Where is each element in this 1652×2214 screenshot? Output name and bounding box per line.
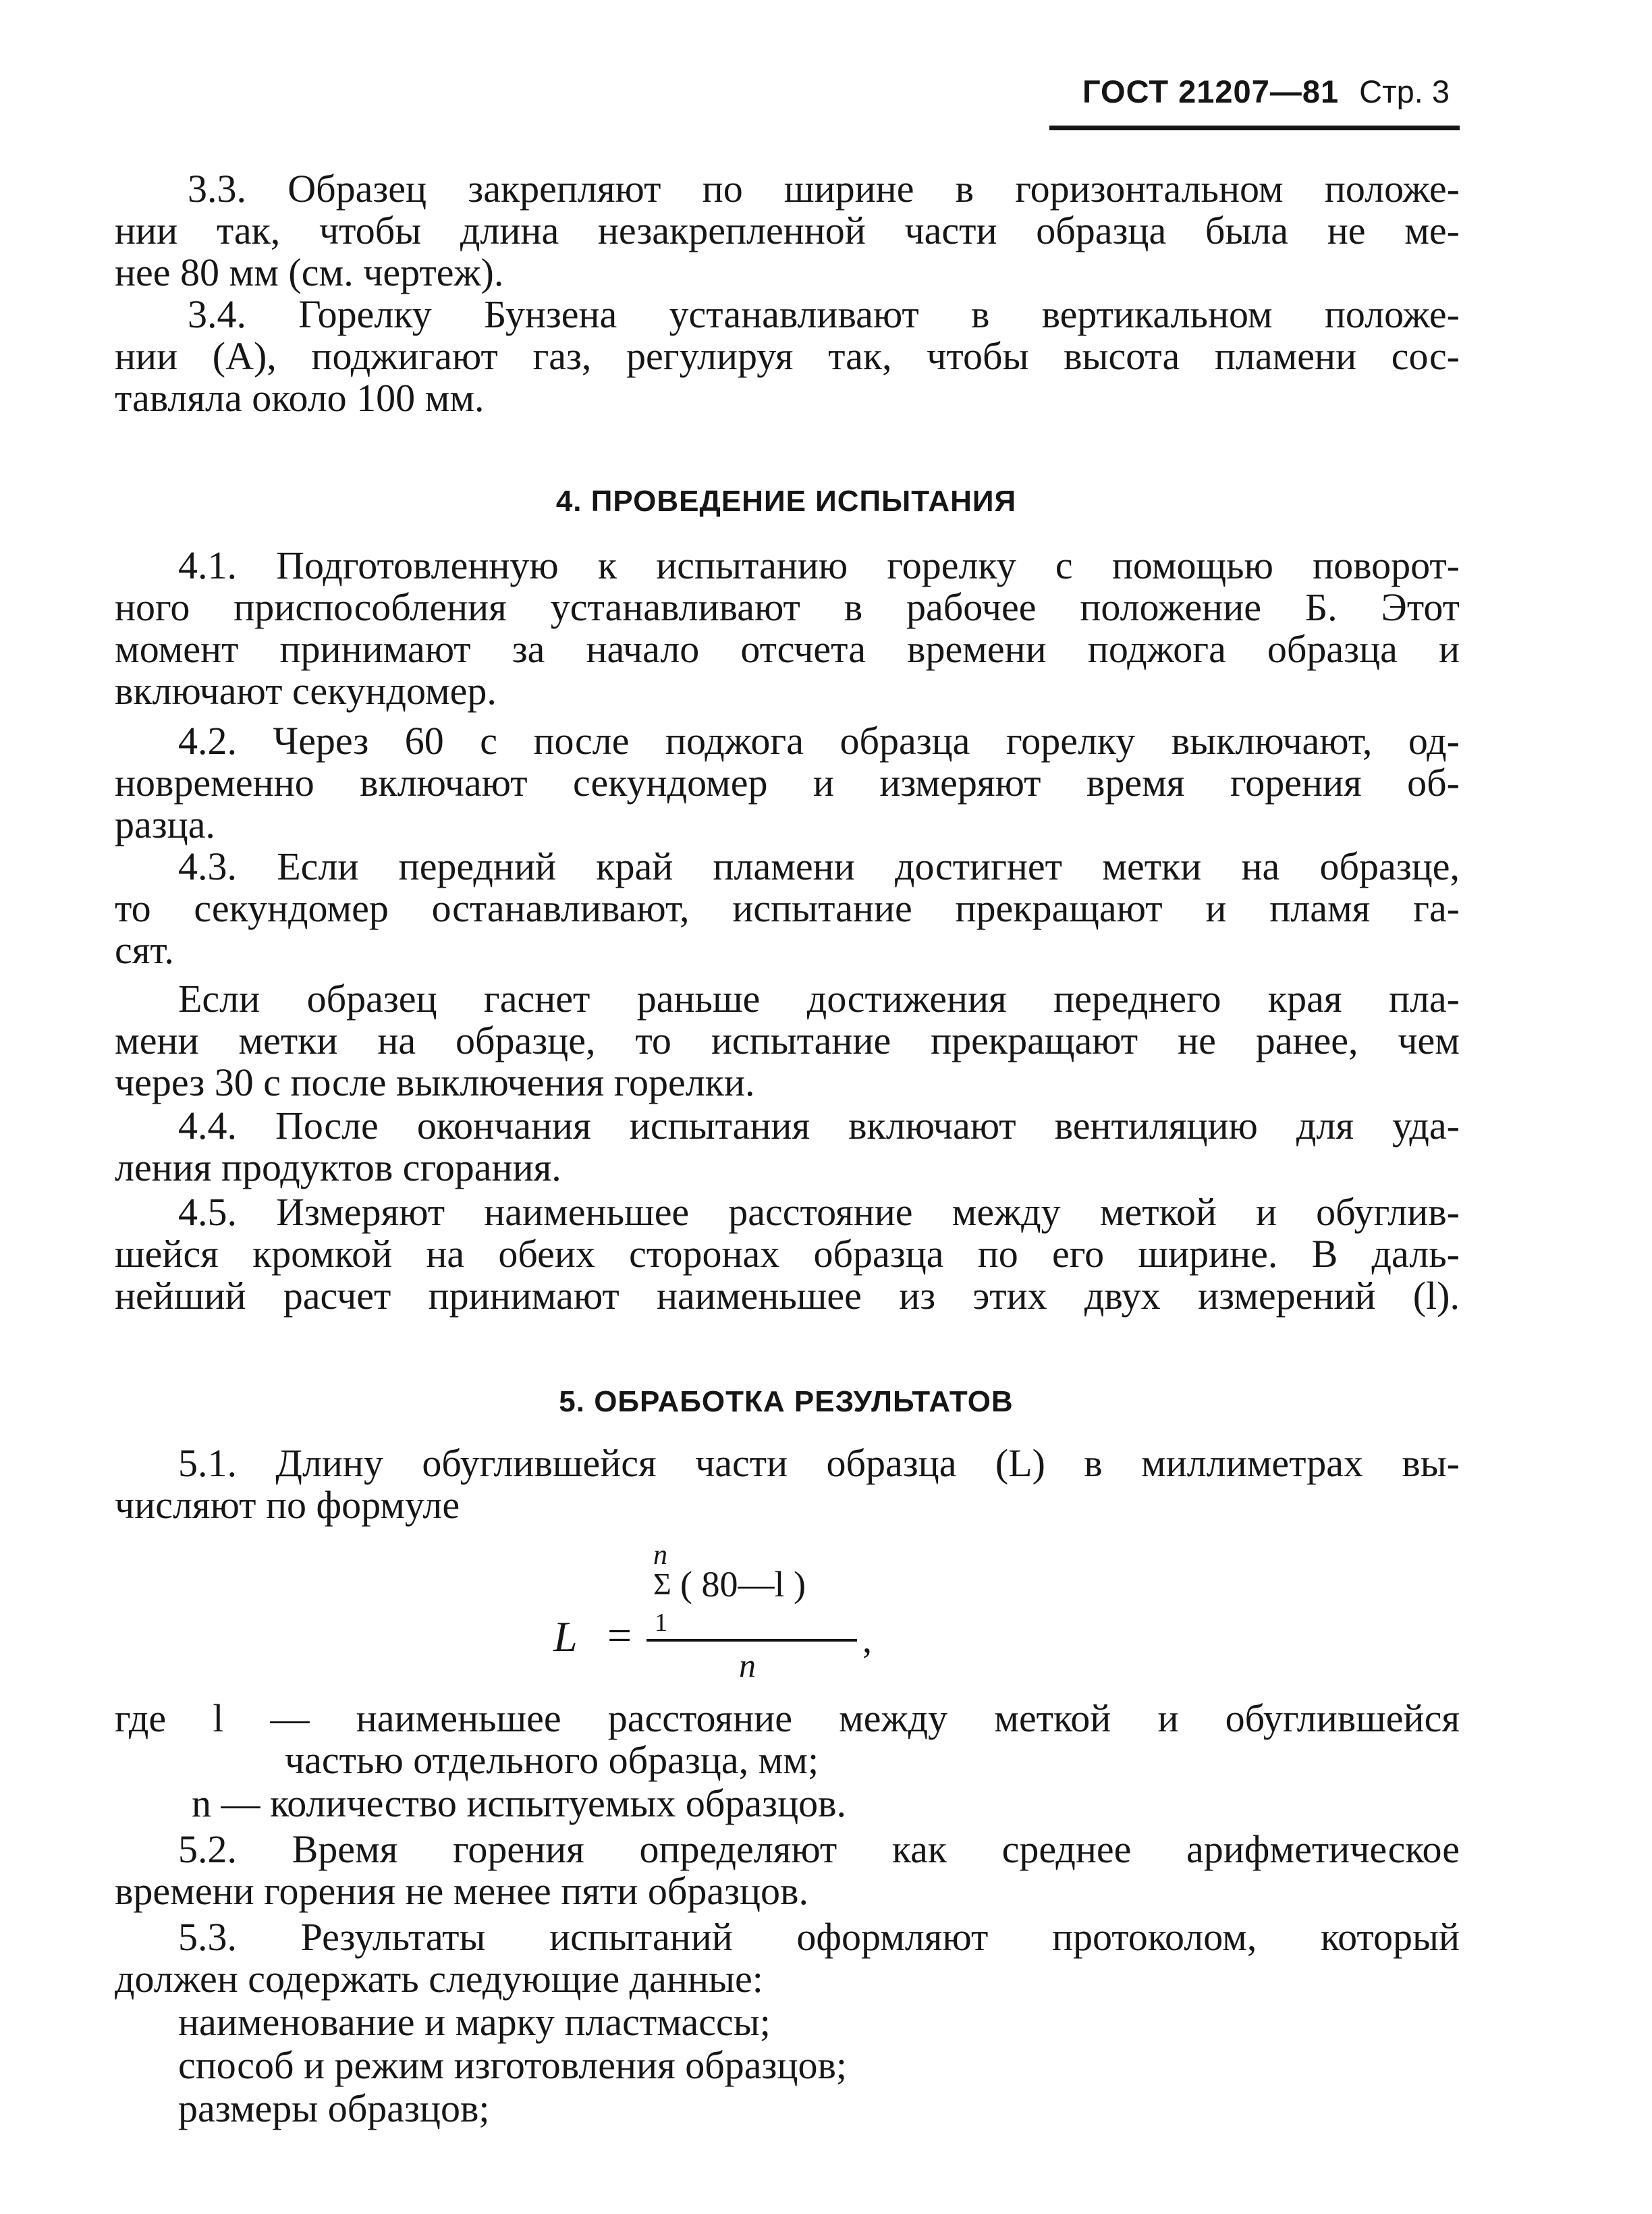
paragraph-line: то секундомер останавливают, испытание прекращают и пламя га- [115, 886, 1460, 930]
paragraph-line: нее 80 мм (см. чертеж). [115, 250, 504, 294]
formula-denominator: n [739, 1646, 756, 1684]
header-rule [1049, 126, 1460, 130]
page-header [1082, 73, 1450, 110]
paragraph-line: сят. [115, 928, 174, 972]
paragraph-line: новременно включают секундомер и измеряют время горения об- [115, 761, 1460, 805]
paragraph-line: нии так, чтобы длина незакрепленной части образца была не ме- [115, 209, 1460, 252]
paragraph-line: ления продуктов сгорания. [115, 1145, 561, 1189]
sum-expression: ( 80—l ) [680, 1564, 806, 1604]
paragraph-line: нейший расчет принимают наименьшее из этих двух измерений (l). [115, 1274, 1460, 1318]
paragraph-line: мени метки на образце, то испытание прекращают не ранее, чем [115, 1019, 1460, 1062]
paragraph-line: 5.1. Длину обуглившейся части образца (L) в миллиметрах вы- [178, 1441, 1460, 1485]
paragraph-line: тавляла около 100 мм. [115, 376, 485, 420]
paragraph-line: 3.4. Горелку Бунзена устанавливают в вертикальном положе- [188, 292, 1460, 336]
formula-lhs: L [553, 1613, 578, 1660]
paragraph-line: момент принимают за начало отсчета времени поджога образца и [115, 627, 1460, 671]
page-number: Стр. 3 [1359, 74, 1450, 109]
paragraph-line: нии (А), поджигают газ, регулируя так, чтобы высота пламени сос- [115, 334, 1460, 378]
standard-number: ГОСТ 21207—81 [1082, 74, 1340, 109]
sum-sign: Σ [653, 1567, 671, 1601]
paragraph-line: Если образец гаснет раньше достижения переднего края пла- [178, 977, 1460, 1021]
sum-upper-limit: n [653, 1540, 667, 1571]
paragraph-line: 5.2. Время горения определяют как среднее арифметическое [178, 1827, 1460, 1871]
fraction-bar [646, 1639, 857, 1642]
section-heading: 4. ПРОВЕДЕНИЕ ИСПЫТАНИЯ [555, 485, 1017, 518]
paragraph-line: частью отдельного образца, мм; [285, 1738, 819, 1782]
paragraph-line: 4.1. Подготовленную к испытанию горелку с помощью поворот- [178, 543, 1460, 587]
paragraph-line: способ и режим изготовления образцов; [178, 2043, 847, 2087]
sum-lower-limit: 1 [655, 1609, 667, 1637]
formula-comma: , [862, 1619, 872, 1661]
paragraph-line: 4.2. Через 60 с после поджога образца горелку выключают, од- [178, 719, 1460, 763]
paragraph-line: ного приспособления устанавливают в рабочее положение Б. Этот [115, 585, 1460, 629]
paragraph-line: времени горения не менее пяти образцов. [115, 1869, 808, 1913]
formula-equals: = [607, 1611, 632, 1659]
paragraph-line: 4.4. После окончания испытания включают вентиляцию для уда- [178, 1104, 1460, 1148]
section-heading: 5. ОБРАБОТКА РЕЗУЛЬТАТОВ [559, 1385, 1014, 1418]
paragraph-line: размеры образцов; [178, 2086, 490, 2130]
burn-length-formula [533, 1532, 911, 1694]
paragraph-line: шейся кромкой на обеих сторонах образца по его ширине. В даль- [115, 1232, 1460, 1276]
paragraph-line: 5.3. Результаты испытаний оформляют протоколом, который [178, 1915, 1460, 1959]
paragraph-line: числяют по формуле [115, 1483, 460, 1527]
paragraph-line: наименование и марку пластмассы; [178, 2000, 771, 2044]
paragraph-line: n — количество испытуемых образцов. [192, 1781, 846, 1825]
paragraph-line: где l — наименьшее расстояние между меткой и обуглившейся [115, 1696, 1460, 1740]
paragraph-line: должен содержать следующие данные: [115, 1957, 763, 2001]
paragraph-line: разца. [115, 803, 215, 846]
paragraph-line: через 30 с после выключения горелки. [115, 1060, 755, 1104]
paragraph-line: 4.3. Если передний край пламени достигнет метки на образце, [178, 844, 1460, 888]
paragraph-line: 4.5. Измеряют наименьшее расстояние между меткой и обуглив- [178, 1190, 1460, 1234]
paragraph-line: 3.3. Образец закрепляют по ширине в горизонтальном положе- [188, 167, 1460, 211]
paragraph-line: включают секундомер. [115, 669, 497, 713]
